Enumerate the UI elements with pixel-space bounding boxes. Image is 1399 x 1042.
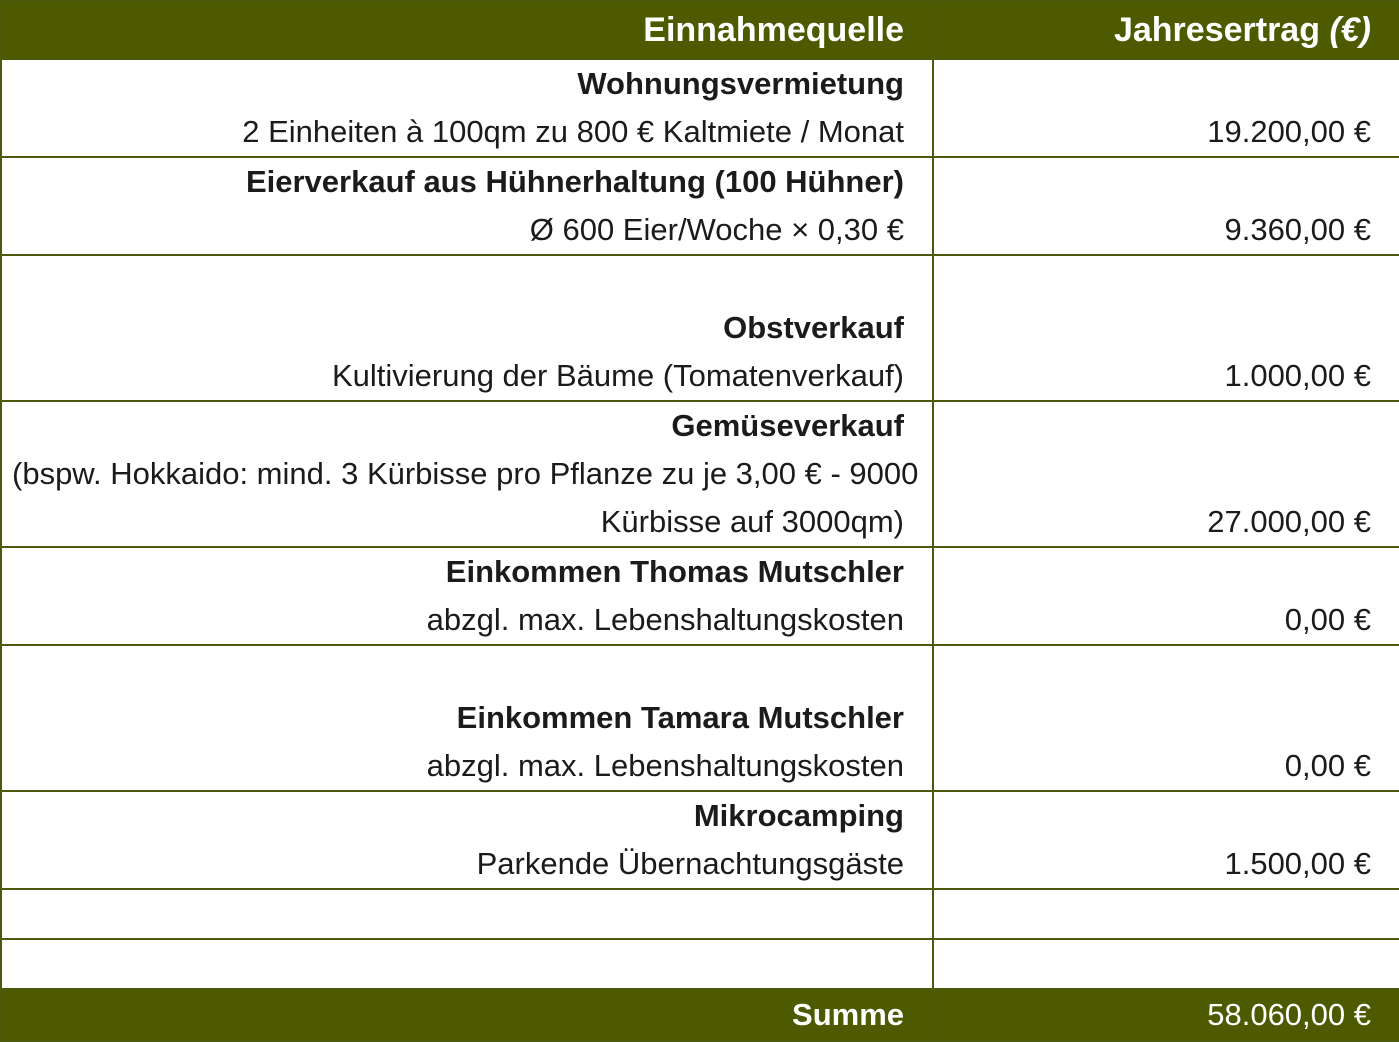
income-source-detail: abzgl. max. Lebenshaltungskosten: [426, 748, 904, 783]
income-source-cell: [1, 791, 933, 889]
empty-cell: [933, 889, 1399, 939]
income-amount-cell: [933, 255, 1399, 401]
income-source-cell: [1, 547, 933, 645]
empty-table-row: [1, 939, 1399, 989]
column-header-yield-label: Jahresertrag: [1113, 11, 1320, 49]
income-amount-cell: [933, 645, 1399, 791]
income-source-detail-line-2: Kürbisse auf 3000qm): [600, 504, 904, 539]
income-source-detail-line-1: (bspw. Hokkaido: mind. 3 Kürbisse pro Pflanze zu je 3,00 € - 9000: [12, 456, 919, 491]
income-source-cell: [1, 645, 933, 791]
income-amount-cell: [933, 401, 1399, 547]
table-row: [1, 401, 1399, 547]
income-amount-cell: [933, 59, 1399, 157]
income-source-title: Wohnungsvermietung: [577, 66, 904, 101]
table-row: [1, 791, 1399, 889]
total-amount-cell: [933, 989, 1399, 1041]
income-amount: 0,00 €: [1284, 748, 1371, 783]
income-amount: 0,00 €: [1284, 602, 1371, 637]
income-source-detail: Kultivierung der Bäume (Tomatenverkauf): [331, 358, 904, 393]
income-source-cell: [1, 255, 933, 401]
income-source-detail: Parkende Übernachtungsgäste: [476, 846, 904, 881]
table-header-row: [1, 1, 1399, 59]
empty-cell: [933, 939, 1399, 989]
empty-table-row: [1, 889, 1399, 939]
income-source-cell: [1, 157, 933, 255]
income-amount: 19.200,00 €: [1207, 114, 1371, 149]
table-row: [1, 157, 1399, 255]
income-amount: 1.500,00 €: [1224, 846, 1371, 881]
empty-cell: [1, 889, 933, 939]
column-header-yield-unit: (€): [1329, 11, 1371, 49]
income-source-title: Einkommen Tamara Mutschler: [456, 700, 904, 735]
income-source-title: Eierverkauf aus Hühnerhaltung (100 Hühner): [245, 164, 904, 199]
income-source-title: Einkommen Thomas Mutschler: [445, 554, 904, 589]
income-amount: 1.000,00 €: [1224, 358, 1371, 393]
total-row: [1, 989, 1399, 1041]
total-label-cell: [1, 989, 933, 1041]
income-source-detail: Ø 600 Eier/Woche × 0,30 €: [529, 212, 904, 247]
income-source-detail: abzgl. max. Lebenshaltungskosten: [426, 602, 904, 637]
income-source-cell: [1, 401, 933, 547]
income-amount-cell: [933, 791, 1399, 889]
income-source-title: Mikrocamping: [693, 798, 904, 833]
income-source-title: Gemüseverkauf: [671, 408, 904, 443]
table-row: [1, 59, 1399, 157]
income-amount-cell: [933, 157, 1399, 255]
total-amount: 58.060,00 €: [1207, 997, 1371, 1032]
income-amount: 27.000,00 €: [1207, 504, 1371, 539]
income-source-cell: [1, 59, 933, 157]
total-label: Summe: [792, 997, 904, 1032]
income-amount-cell: [933, 547, 1399, 645]
column-header-source: [1, 1, 933, 59]
table-row: [1, 547, 1399, 645]
income-source-title: Obstverkauf: [723, 310, 904, 345]
column-header-source-label: Einnahmequelle: [643, 11, 904, 49]
empty-cell: [1, 939, 933, 989]
income-amount: 9.360,00 €: [1224, 212, 1371, 247]
table-row: [1, 255, 1399, 401]
income-source-detail: 2 Einheiten à 100qm zu 800 € Kaltmiete / Monat: [242, 114, 904, 149]
column-header-yield: [933, 1, 1399, 59]
table-row: [1, 645, 1399, 791]
